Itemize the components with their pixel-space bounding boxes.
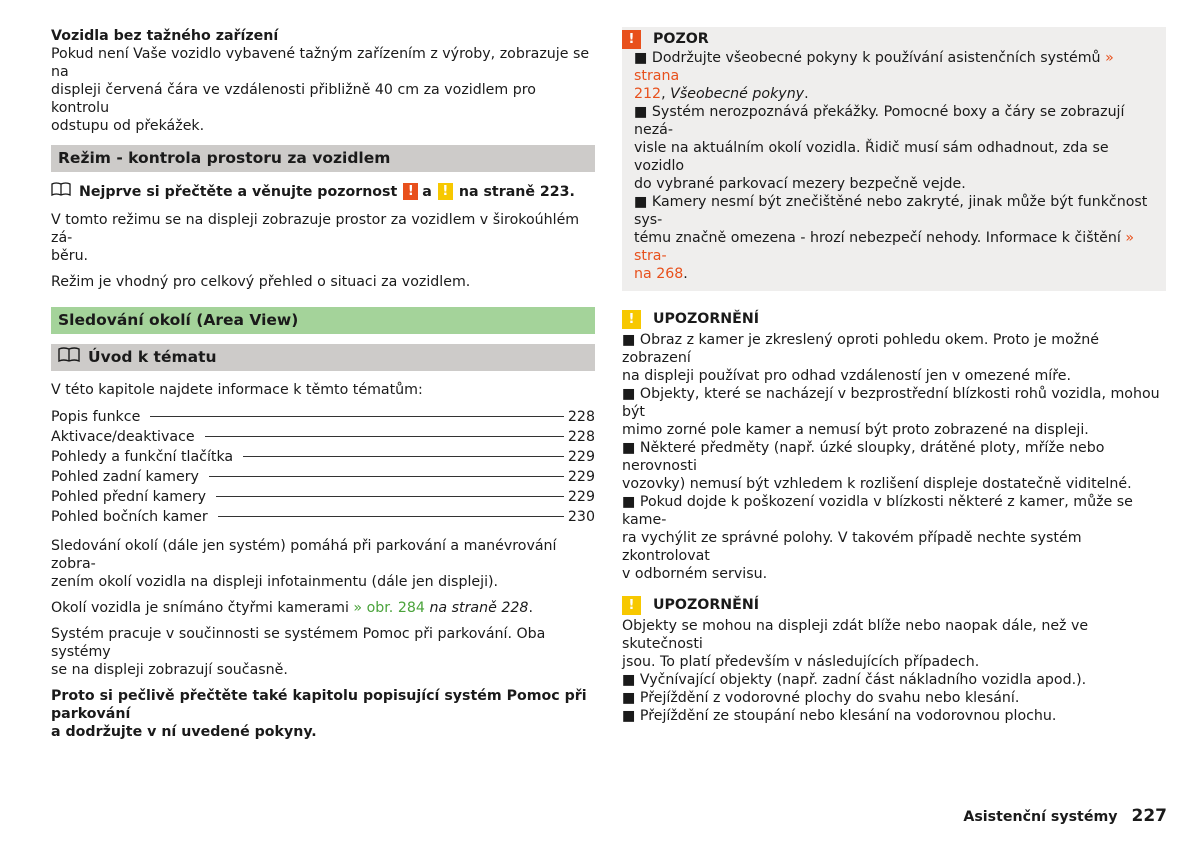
page-reference: na straně 228 [429,600,529,616]
toc-item-title: Popis funkce [51,409,141,425]
notice-line: jsou. To platí především v následujících případech. [622,654,980,670]
notice-line: ■ Vyčnívající objekty (např. zadní část nákladního vozidla apod.). [622,672,1087,688]
toc-item[interactable] [51,507,595,527]
toc-intro: V této kapitole najdete informace k těmto tématům: [51,382,423,398]
paragraph-line: V tomto režimu se na displeji zobrazuje prostor za vozidlem v širokoúhlém zá- [51,212,580,246]
warning-box-pozor [622,27,1166,291]
paragraph-area-view-description [51,537,595,591]
warning-yellow-icon: ! [438,183,453,200]
paragraph-line: běru. [51,248,89,264]
page-link[interactable]: 212 [634,86,662,102]
warning-line: ■ Kamery nesmí být znečištěné nebo zakryté, jinak může být funkčnost sys- [634,194,1148,228]
notice-box-title [622,595,1166,615]
notice-box-2 [622,595,1166,725]
toc-leader [205,436,564,437]
toc-item-page: 229 [567,489,595,505]
paragraph-text: Okolí vozidla je snímáno čtyřmi kamerami [51,600,349,616]
toc-item-page: 228 [567,409,595,425]
read-first-notice [51,182,595,201]
toc-item-page: 228 [567,429,595,445]
paragraph-mode [51,211,595,265]
warning-text: . [683,266,688,282]
notice-line: ■ Pokud dojde k poškození vozidla v blízkosti některé z kamer, může se kame- [622,494,1133,528]
notice-title-label: UPOZORNĚNÍ [653,597,759,613]
notice-line: ■ Přejíždění ze stoupání nebo klesání na vodorovnou plochu. [622,708,1057,724]
notice-line: ■ Obraz z kamer je zkreslený oproti pohledu okem. Proto je možné zobrazení [622,332,1099,366]
toc-leader [216,496,564,497]
paragraph-line: zením okolí vozidla na displeji infotainmentu (dále jen displeji). [51,574,499,590]
toc-item-page: 230 [567,509,595,525]
toc-leader [218,516,564,517]
toc-item-title: Pohledy a funkční tlačítka [51,449,234,465]
warning-text: . [804,86,809,102]
warning-line: do vybrané parkovací mezery bezpečně vejde. [634,176,966,192]
right-column [622,27,1166,737]
paragraph-read-carefully [51,687,595,741]
page-link[interactable]: » strana [634,50,1114,84]
toc-leader [150,416,564,417]
intro-line: Pokud není Vaše vozidlo vybavené tažným zařízením z výroby, zobrazuje se na [51,46,590,80]
section-heading-intro [51,344,595,371]
toc-item[interactable] [51,427,595,447]
toc-item[interactable] [51,487,595,507]
paragraph-cameras [51,599,595,617]
page-number: 227 [1131,806,1167,826]
notice-yellow-icon: ! [622,310,641,329]
paragraph-overview: Režim je vhodný pro celkový přehled o situaci za vozidlem. [51,274,471,290]
toc-item[interactable] [51,467,595,487]
toc-leader [243,456,564,457]
paragraph-line: Sledování okolí (dále jen systém) pomáhá při parkování a manévrování zobra- [51,538,557,572]
notice-title-label: UPOZORNĚNÍ [653,311,759,327]
warning-red-icon: ! [622,30,641,49]
notice-box-1 [622,309,1166,583]
toc-leader [209,476,564,477]
book-icon [58,344,80,371]
warning-line: visle na aktuálním okolí vozidla. Řidič musí sám odhadnout, zda se vozidlo [634,140,1109,174]
footer-section-title: Asistenční systémy [963,809,1118,825]
warning-line: ■ Systém nerozpoznává překážky. Pomocné boxy a čáry se zobrazují nezá- [634,104,1125,138]
toc-item[interactable] [51,407,595,427]
notice-line: Objekty se mohou na displeji zdát blíže nebo naopak dále, než ve skutečnosti [622,618,1089,652]
intro-title: Vozidla bez tažného zařízení [51,28,279,44]
intro-line: odstupu od překážek. [51,118,205,134]
notice-prefix: Nejprve si přečtěte a věnujte pozornost [79,183,398,200]
section-heading-rear-view: Režim - kontrola prostoru za vozidlem [51,145,595,172]
paragraph-cooperation [51,625,595,679]
paragraph-text: . [528,600,533,616]
warning-text: , [661,86,671,102]
notice-mid: a [422,183,432,200]
toc-item-page: 229 [567,449,595,465]
notice-line: vozovky) nemusí být vzhledem k rozlišení displeje dostatečně viditelné. [622,476,1132,492]
paragraph-line: Proto si pečlivě přečtěte také kapitolu popisující systém Pomoc při parkování [51,688,587,722]
intro-paragraph [51,45,595,135]
figure-link[interactable]: » obr. 284 [353,600,425,616]
paragraph-line: a dodržujte v ní uvedené pokyny. [51,724,317,740]
toc-item[interactable] [51,447,595,467]
page-link[interactable]: na 268 [634,266,684,282]
notice-line: na displeji používat pro odhad vzdáleností jen v omezené míře. [622,368,1071,384]
warning-line [622,265,1154,283]
table-of-contents [51,407,595,527]
paragraph-line: se na displeji zobrazují současně. [51,662,288,678]
notice-suffix: na straně 223. [458,183,575,200]
page-footer [963,806,1167,826]
notice-line: ■ Objekty, které se nacházejí v bezprostřední blízkosti rohů vozidla, mohou být [622,386,1160,420]
warning-text: ■ Dodržujte všeobecné pokyny k používání asistenčních systémů [634,50,1101,66]
left-column [51,27,595,741]
toc-item-title: Aktivace/deaktivace [51,429,195,445]
section-heading-area-view: Sledování okolí (Area View) [51,307,595,334]
warning-title-label: POZOR [653,31,709,47]
warning-red-icon: ! [403,183,418,200]
section-heading-intro-label: Úvod k tématu [88,348,217,366]
toc-item-page: 229 [567,469,595,485]
warning-line [622,85,1154,103]
notice-line: ■ Přejíždění z vodorovné plochy do svahu nebo klesání. [622,690,1020,706]
book-icon [51,182,71,201]
notice-line: v odborném servisu. [622,566,768,582]
intro-line: displeji červená čára ve vzdálenosti přibližně 40 cm za vozidlem pro kontrolu [51,82,536,116]
toc-item-title: Pohled zadní kamery [51,469,199,485]
warning-line [622,49,1154,85]
warning-text: tému značně omezena - hrozí nebezpečí nehody. Informace k čištění [634,230,1121,246]
notice-line: ■ Některé předměty (např. úzké sloupky, drátěné ploty, mříže nebo nerovnosti [622,440,1105,474]
notice-line: ra vychýlit ze správné polohy. V takovém případě nechte systém zkontrolovat [622,530,1082,564]
toc-item-title: Pohled přední kamery [51,489,207,505]
toc-item-title: Pohled bočních kamer [51,509,208,525]
paragraph-line: Systém pracuje v součinnosti se systémem Pomoc při parkování. Oba systémy [51,626,546,660]
warning-text-italic: Všeobecné pokyny [670,86,805,102]
notice-yellow-icon: ! [622,596,641,615]
notice-box-title [622,309,1166,329]
warning-line [622,229,1154,265]
page-link[interactable]: » stra- [634,230,1135,264]
notice-line: mimo zorné pole kamer a nemusí být proto zobrazené na displeji. [622,422,1089,438]
warning-box-title [622,29,1154,49]
